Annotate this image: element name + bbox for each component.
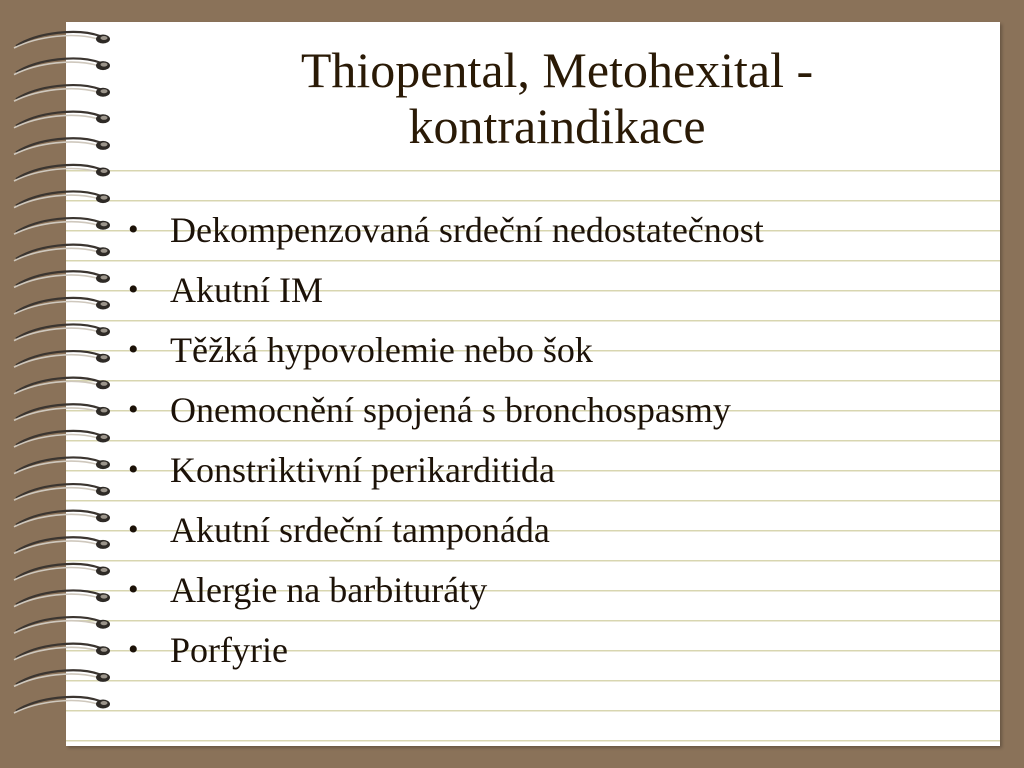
spiral-ring <box>14 138 110 154</box>
spiral-ring <box>14 697 110 713</box>
spiral-ring <box>14 325 110 341</box>
spiral-ring <box>14 537 110 553</box>
spiral-ring <box>14 165 110 181</box>
spiral-ring <box>14 431 110 447</box>
bullet-marker: • <box>128 213 139 246</box>
notebook-spiral-icon <box>8 26 118 746</box>
bullet-text: Dekompenzovaná srdeční nedostatečnost <box>170 210 764 250</box>
bullet-marker: • <box>128 333 139 366</box>
bullet-marker: • <box>128 513 139 546</box>
bullet-marker: • <box>128 573 139 606</box>
slide-title <box>130 42 984 154</box>
spiral-ring <box>14 484 110 500</box>
bullet-item <box>128 320 998 380</box>
spiral-ring <box>14 85 110 101</box>
spiral-ring <box>14 644 110 660</box>
spiral-ring <box>14 617 110 633</box>
spiral-ring <box>14 511 110 527</box>
spiral-ring <box>14 298 110 314</box>
slide-title-line-1: Thiopental, Metohexital - <box>300 42 814 98</box>
bullet-item <box>128 380 998 440</box>
spiral-ring <box>14 32 110 48</box>
spiral-ring <box>14 245 110 261</box>
spiral-ring <box>14 112 110 128</box>
spiral-ring <box>14 404 110 420</box>
bullet-item <box>128 440 998 500</box>
spiral-ring <box>14 218 110 234</box>
bullet-item <box>128 560 998 620</box>
spiral-ring <box>14 59 110 75</box>
bullet-item <box>128 260 998 320</box>
spiral-ring <box>14 271 110 287</box>
bullet-marker: • <box>128 453 139 486</box>
bullet-item <box>128 200 998 260</box>
bullet-marker: • <box>128 633 139 666</box>
spiral-ring <box>14 670 110 686</box>
bullet-text: Onemocnění spojená s bronchospasmy <box>170 390 731 430</box>
bullet-text: Akutní srdeční tamponáda <box>170 510 550 550</box>
bullet-text: Porfyrie <box>170 630 288 670</box>
bullet-item <box>128 620 998 680</box>
spiral-ring <box>14 351 110 367</box>
bullet-text: Těžká hypovolemie nebo šok <box>170 330 593 370</box>
spiral-ring <box>14 591 110 607</box>
spiral-ring <box>14 378 110 394</box>
spiral-ring <box>14 192 110 208</box>
bullet-text: Alergie na barbituráty <box>170 570 488 610</box>
bullet-marker: • <box>128 393 139 426</box>
bullet-item <box>128 500 998 560</box>
slide-title-line-2: kontraindikace <box>408 98 706 154</box>
bullet-marker: • <box>128 273 139 306</box>
bullet-text: Akutní IM <box>170 270 323 310</box>
bullet-text: Konstriktivní perikarditida <box>170 450 555 490</box>
spiral-ring <box>14 458 110 474</box>
spiral-ring <box>14 564 110 580</box>
bullet-list <box>128 200 998 680</box>
